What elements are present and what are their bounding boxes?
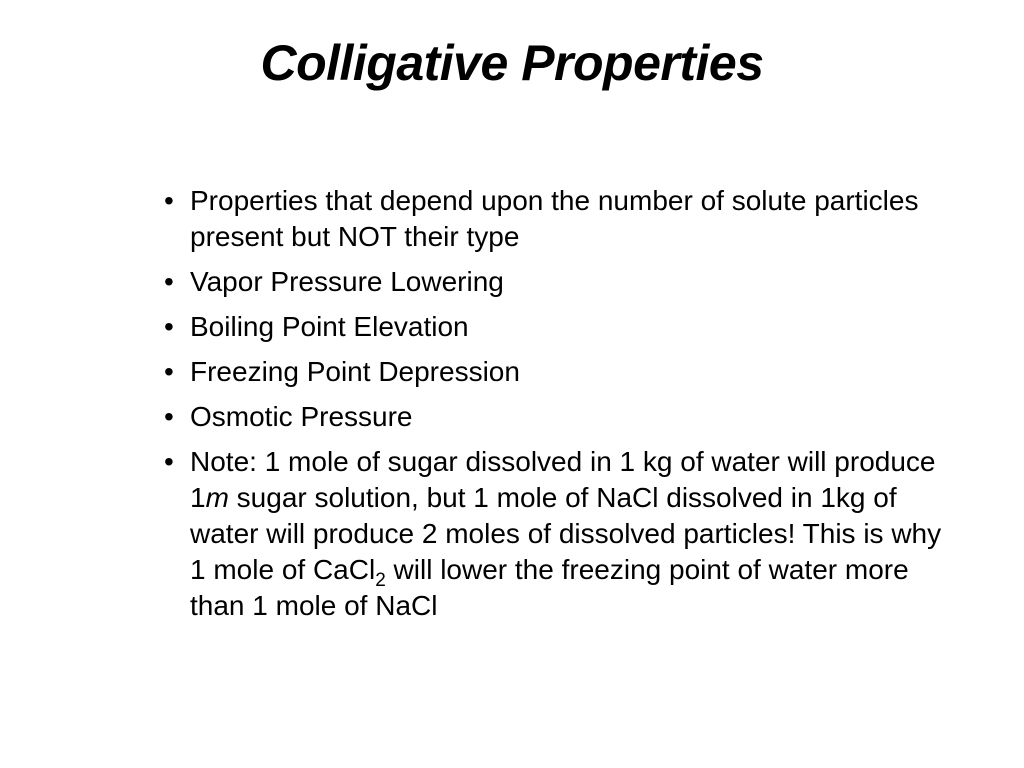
bullet-icon: • [164,356,174,387]
note-text-part2: sugar solution, but 1 mole of NaCl dissolved in 1kg of water will produce 2 moles of dissolved particles! This is why 1 mole of CaCl [190,482,942,585]
note-text-part3: will lower the freezing point of water more than 1 mole of NaCl [190,554,909,621]
bullet-item-boiling-point [162,309,962,345]
bullet-text: Osmotic Pressure [190,401,413,432]
note-text [190,446,941,621]
bullet-icon: • [164,185,174,216]
bullet-icon: • [164,311,174,342]
bullet-item-freezing-point [162,354,962,390]
note-text-part1: Note: 1 mole of sugar dissolved in 1 kg of water will produce 1 [190,446,936,513]
bullet-item-note [162,444,962,624]
bullet-text: Freezing Point Depression [190,356,520,387]
bullet-item-vapor-pressure [162,264,962,300]
slide-title: Colligative Properties [260,35,764,91]
bullet-icon: • [164,446,174,477]
bullet-list [162,183,962,633]
bullet-item-definition [162,183,962,255]
bullet-icon: • [164,266,174,297]
subscript-2: 2 [375,570,386,591]
bullet-item-osmotic-pressure [162,399,962,435]
molality-symbol: m [205,482,229,513]
bullet-text: Vapor Pressure Lowering [190,266,504,297]
bullet-text: Properties that depend upon the number of solute particles present but NOT their type [190,185,919,252]
bullet-icon: • [164,401,174,432]
bullet-text: Boiling Point Elevation [190,311,469,342]
